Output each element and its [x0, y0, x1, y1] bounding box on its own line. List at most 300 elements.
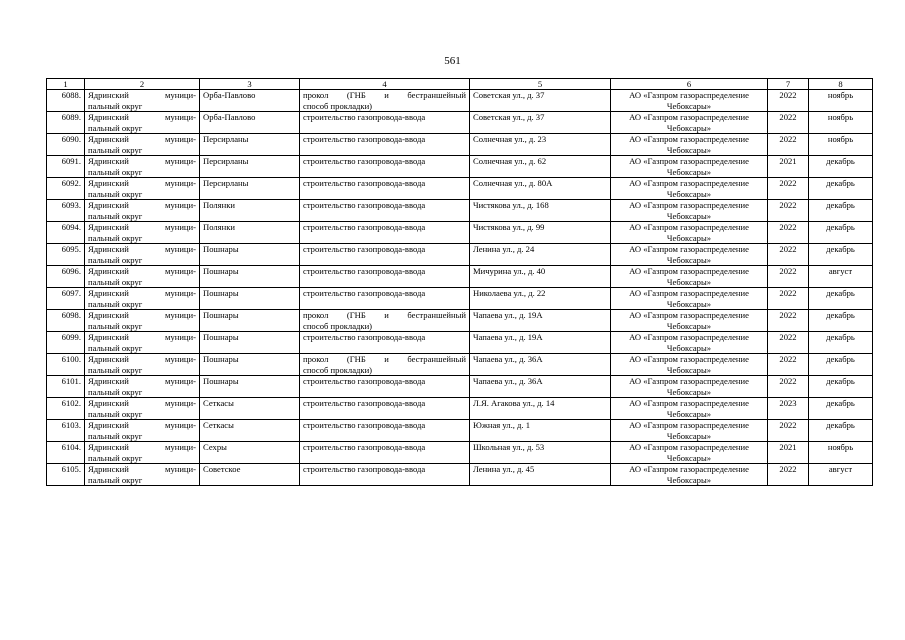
address-text: Чапаева ул., д. 19А	[473, 332, 543, 342]
work-word: строительство газопровода-ввода	[303, 442, 426, 452]
year-cell	[768, 156, 809, 178]
work-word: строительство газопровода-ввода	[303, 398, 426, 408]
address-cell	[470, 398, 611, 420]
address-cell	[470, 442, 611, 464]
district-word: Ядринский	[88, 288, 129, 298]
row-number-text: 6097.	[61, 288, 81, 298]
organization-line: Чебоксары»	[666, 232, 712, 243]
year-cell	[768, 398, 809, 420]
year-text: 2023	[779, 398, 797, 408]
year-text: 2022	[779, 464, 797, 474]
district-cell	[85, 354, 200, 376]
district-word: Ядринский	[88, 244, 129, 254]
work-word: (ГНБ	[346, 310, 366, 320]
month-cell	[809, 420, 873, 442]
address-text: Солнечная ул., д. 62	[473, 156, 547, 166]
address-cell	[470, 354, 611, 376]
work-type-cell	[300, 442, 470, 464]
table-row	[47, 398, 873, 420]
locality-text: Орба-Павлово	[203, 90, 256, 100]
district-word: пальный округ	[88, 320, 143, 331]
organization-line: Чебоксары»	[666, 166, 712, 177]
table-row	[47, 178, 873, 200]
row-number	[47, 332, 85, 354]
col-header-7: 7	[768, 79, 809, 90]
work-word: способ прокладки)	[303, 320, 373, 331]
district-word: муници-	[165, 266, 196, 276]
table-row	[47, 90, 873, 112]
district-word: пальный округ	[88, 100, 143, 111]
month-text: декабрь	[826, 310, 855, 320]
district-cell	[85, 288, 200, 310]
row-number-text: 6096.	[61, 266, 81, 276]
district-word: Ядринский	[88, 442, 129, 452]
work-word: строительство газопровода-ввода	[303, 288, 426, 298]
address-cell	[470, 200, 611, 222]
table-row	[47, 222, 873, 244]
locality-cell	[200, 266, 300, 288]
col-header-6: 6	[611, 79, 768, 90]
row-number-text: 6103.	[61, 420, 81, 430]
table-row	[47, 464, 873, 486]
organization-line: АО «Газпром газораспределение	[629, 200, 749, 210]
district-word: Ядринский	[88, 178, 129, 188]
table-row	[47, 156, 873, 178]
col-header-2: 2	[85, 79, 200, 90]
organization-line: АО «Газпром газораспределение	[629, 442, 749, 452]
locality-text: Персирланы	[203, 134, 249, 144]
table-row	[47, 244, 873, 266]
work-type-cell	[300, 354, 470, 376]
district-word: пальный округ	[88, 166, 143, 177]
year-text: 2022	[779, 90, 797, 100]
row-number	[47, 310, 85, 332]
district-word: пальный округ	[88, 474, 143, 485]
address-text: Ленина ул., д. 45	[473, 464, 535, 474]
col-header-4: 4	[300, 79, 470, 90]
year-cell	[768, 222, 809, 244]
locality-text: Пошнары	[203, 266, 239, 276]
month-text: декабрь	[826, 244, 855, 254]
organization-cell	[611, 200, 768, 222]
address-text: Ленина ул., д. 24	[473, 244, 535, 254]
organization-line: АО «Газпром газораспределение	[629, 134, 749, 144]
work-type-cell	[300, 112, 470, 134]
district-word: муници-	[165, 112, 196, 122]
district-word: Ядринский	[88, 156, 129, 166]
row-number	[47, 376, 85, 398]
table-row	[47, 288, 873, 310]
address-text: Солнечная ул., д. 23	[473, 134, 547, 144]
month-cell	[809, 244, 873, 266]
district-word: Ядринский	[88, 266, 129, 276]
row-number-text: 6093.	[61, 200, 81, 210]
month-cell	[809, 398, 873, 420]
district-cell	[85, 244, 200, 266]
work-type-cell	[300, 464, 470, 486]
district-word: пальный округ	[88, 452, 143, 463]
month-text: ноябрь	[827, 112, 854, 122]
month-text: декабрь	[826, 354, 855, 364]
table-row	[47, 442, 873, 464]
work-word: бестраншейный	[407, 354, 466, 364]
address-text: Чистякова ул., д. 99	[473, 222, 545, 232]
work-word: строительство газопровода-ввода	[303, 244, 426, 254]
work-word: строительство газопровода-ввода	[303, 266, 426, 276]
work-word: способ прокладки)	[303, 364, 373, 375]
organization-cell	[611, 310, 768, 332]
month-cell	[809, 178, 873, 200]
locality-cell	[200, 332, 300, 354]
address-text: Советская ул., д. 37	[473, 112, 545, 122]
col-header-3: 3	[200, 79, 300, 90]
district-word: Ядринский	[88, 354, 129, 364]
row-number	[47, 420, 85, 442]
table-row	[47, 420, 873, 442]
work-word: строительство газопровода-ввода	[303, 112, 426, 122]
district-word: муници-	[165, 244, 196, 254]
district-word: пальный округ	[88, 386, 143, 397]
locality-cell	[200, 200, 300, 222]
district-word: муници-	[165, 310, 196, 320]
organization-cell	[611, 178, 768, 200]
organization-line: АО «Газпром газораспределение	[629, 112, 749, 122]
organization-line: Чебоксары»	[666, 210, 712, 221]
district-cell	[85, 222, 200, 244]
year-text: 2022	[779, 200, 797, 210]
row-number-text: 6104.	[61, 442, 81, 452]
row-number-text: 6099.	[61, 332, 81, 342]
locality-cell	[200, 244, 300, 266]
year-cell	[768, 90, 809, 112]
locality-text: Советское	[203, 464, 241, 474]
year-cell	[768, 420, 809, 442]
district-word: муници-	[165, 354, 196, 364]
month-text: декабрь	[826, 376, 855, 386]
work-type-cell	[300, 310, 470, 332]
month-cell	[809, 266, 873, 288]
year-text: 2022	[779, 354, 797, 364]
organization-cell	[611, 244, 768, 266]
organization-line: АО «Газпром газораспределение	[629, 354, 749, 364]
address-cell	[470, 134, 611, 156]
district-word: муници-	[165, 332, 196, 342]
locality-cell	[200, 354, 300, 376]
work-word: и	[384, 310, 389, 320]
district-word: муници-	[165, 156, 196, 166]
work-word: (ГНБ	[346, 90, 366, 100]
row-number-text: 6094.	[61, 222, 81, 232]
district-cell	[85, 134, 200, 156]
address-cell	[470, 90, 611, 112]
locality-text: Полянки	[203, 222, 236, 232]
locality-cell	[200, 178, 300, 200]
row-number	[47, 266, 85, 288]
organization-line: АО «Газпром газораспределение	[629, 222, 749, 232]
address-text: Чапаева ул., д. 19А	[473, 310, 543, 320]
work-word: прокол	[303, 310, 329, 320]
work-type-cell	[300, 90, 470, 112]
table-row	[47, 200, 873, 222]
district-cell	[85, 200, 200, 222]
year-cell	[768, 200, 809, 222]
organization-line: АО «Газпром газораспределение	[629, 310, 749, 320]
locality-text: Пошнары	[203, 244, 239, 254]
row-number-text: 6090.	[61, 134, 81, 144]
organization-line: Чебоксары»	[666, 408, 712, 419]
row-number	[47, 178, 85, 200]
organization-line: Чебоксары»	[666, 254, 712, 265]
address-cell	[470, 178, 611, 200]
district-word: пальный округ	[88, 408, 143, 419]
organization-cell	[611, 112, 768, 134]
year-text: 2022	[779, 222, 797, 232]
row-number-text: 6092.	[61, 178, 81, 188]
year-text: 2022	[779, 288, 797, 298]
header-row	[47, 79, 873, 90]
district-word: пальный округ	[88, 298, 143, 309]
year-text: 2022	[779, 376, 797, 386]
district-word: муници-	[165, 420, 196, 430]
organization-line: Чебоксары»	[666, 386, 712, 397]
address-text: Чистякова ул., д. 168	[473, 200, 549, 210]
month-cell	[809, 90, 873, 112]
district-word: Ядринский	[88, 90, 129, 100]
organization-line: АО «Газпром газораспределение	[629, 156, 749, 166]
address-cell	[470, 310, 611, 332]
work-word: строительство газопровода-ввода	[303, 376, 426, 386]
table-body	[47, 90, 873, 486]
organization-cell	[611, 464, 768, 486]
month-text: ноябрь	[827, 90, 854, 100]
work-word: строительство газопровода-ввода	[303, 178, 426, 188]
page-number: 561	[444, 55, 461, 67]
month-cell	[809, 288, 873, 310]
address-text: Школьная ул., д. 53	[473, 442, 545, 452]
organization-cell	[611, 332, 768, 354]
year-cell	[768, 244, 809, 266]
work-type-cell	[300, 244, 470, 266]
address-text: Южная ул., д. 1	[473, 420, 531, 430]
district-cell	[85, 112, 200, 134]
row-number-text: 6089.	[61, 112, 81, 122]
row-number	[47, 244, 85, 266]
year-text: 2022	[779, 134, 797, 144]
registry-table	[46, 78, 873, 486]
locality-cell	[200, 398, 300, 420]
address-cell	[470, 222, 611, 244]
district-word: муници-	[165, 398, 196, 408]
month-cell	[809, 112, 873, 134]
organization-line: Чебоксары»	[666, 122, 712, 133]
organization-cell	[611, 156, 768, 178]
month-cell	[809, 332, 873, 354]
month-text: ноябрь	[827, 134, 854, 144]
district-word: пальный округ	[88, 342, 143, 353]
organization-cell	[611, 134, 768, 156]
district-word: муници-	[165, 376, 196, 386]
month-text: ноябрь	[827, 442, 854, 452]
work-word: строительство газопровода-ввода	[303, 222, 426, 232]
year-text: 2022	[779, 266, 797, 276]
row-number	[47, 112, 85, 134]
organization-line: Чебоксары»	[666, 320, 712, 331]
district-word: пальный округ	[88, 254, 143, 265]
district-word: пальный округ	[88, 430, 143, 441]
locality-cell	[200, 90, 300, 112]
district-word: муници-	[165, 464, 196, 474]
address-cell	[470, 332, 611, 354]
month-text: август	[828, 266, 853, 276]
organization-line: Чебоксары»	[666, 100, 712, 111]
month-cell	[809, 156, 873, 178]
organization-cell	[611, 442, 768, 464]
work-type-cell	[300, 222, 470, 244]
locality-text: Полянки	[203, 200, 236, 210]
district-cell	[85, 178, 200, 200]
address-text: Советская ул., д. 37	[473, 90, 545, 100]
month-text: декабрь	[826, 420, 855, 430]
organization-line: АО «Газпром газораспределение	[629, 288, 749, 298]
organization-cell	[611, 288, 768, 310]
district-word: Ядринский	[88, 464, 129, 474]
work-word: (ГНБ	[346, 354, 366, 364]
work-word: бестраншейный	[407, 310, 466, 320]
work-word: строительство газопровода-ввода	[303, 134, 426, 144]
table-row	[47, 354, 873, 376]
address-text: Чапаева ул., д. 36А	[473, 354, 543, 364]
district-word: муници-	[165, 178, 196, 188]
locality-cell	[200, 442, 300, 464]
work-type-cell	[300, 178, 470, 200]
work-word: и	[384, 90, 389, 100]
month-text: декабрь	[826, 398, 855, 408]
row-number	[47, 222, 85, 244]
year-cell	[768, 266, 809, 288]
table-row	[47, 310, 873, 332]
row-number	[47, 398, 85, 420]
district-word: Ядринский	[88, 112, 129, 122]
month-text: декабрь	[826, 156, 855, 166]
district-word: Ядринский	[88, 222, 129, 232]
work-type-cell	[300, 376, 470, 398]
district-word: Ядринский	[88, 420, 129, 430]
work-type-cell	[300, 332, 470, 354]
district-word: пальный округ	[88, 144, 143, 155]
locality-text: Персирланы	[203, 156, 249, 166]
work-type-cell	[300, 266, 470, 288]
work-type-cell	[300, 398, 470, 420]
locality-text: Персирланы	[203, 178, 249, 188]
row-number-text: 6098.	[61, 310, 81, 320]
address-cell	[470, 266, 611, 288]
work-word: прокол	[303, 354, 329, 364]
organization-cell	[611, 354, 768, 376]
address-text: Мичурина ул., д. 40	[473, 266, 546, 276]
work-type-cell	[300, 134, 470, 156]
district-cell	[85, 266, 200, 288]
organization-cell	[611, 420, 768, 442]
organization-line: АО «Газпром газораспределение	[629, 244, 749, 254]
col-header-1: 1	[47, 79, 85, 90]
year-text: 2021	[779, 156, 797, 166]
district-word: пальный округ	[88, 232, 143, 243]
organization-line: Чебоксары»	[666, 430, 712, 441]
year-text: 2022	[779, 332, 797, 342]
district-cell	[85, 398, 200, 420]
row-number	[47, 354, 85, 376]
organization-cell	[611, 376, 768, 398]
organization-line: АО «Газпром газораспределение	[629, 178, 749, 188]
locality-text: Сеткасы	[203, 420, 234, 430]
district-word: пальный округ	[88, 122, 143, 133]
address-text: Солнечная ул., д. 80А	[473, 178, 553, 188]
locality-text: Пошнары	[203, 288, 239, 298]
work-type-cell	[300, 200, 470, 222]
year-cell	[768, 288, 809, 310]
locality-cell	[200, 222, 300, 244]
locality-cell	[200, 112, 300, 134]
organization-cell	[611, 90, 768, 112]
district-word: Ядринский	[88, 376, 129, 386]
work-type-cell	[300, 156, 470, 178]
district-cell	[85, 464, 200, 486]
year-cell	[768, 310, 809, 332]
month-text: декабрь	[826, 288, 855, 298]
organization-line: Чебоксары»	[666, 298, 712, 309]
row-number-text: 6091.	[61, 156, 81, 166]
address-cell	[470, 156, 611, 178]
month-text: декабрь	[826, 332, 855, 342]
locality-cell	[200, 420, 300, 442]
locality-cell	[200, 134, 300, 156]
month-text: декабрь	[826, 222, 855, 232]
locality-cell	[200, 310, 300, 332]
district-cell	[85, 310, 200, 332]
address-cell	[470, 464, 611, 486]
year-cell	[768, 134, 809, 156]
year-cell	[768, 112, 809, 134]
organization-line: Чебоксары»	[666, 364, 712, 375]
address-text: Николаева ул., д. 22	[473, 288, 546, 298]
district-cell	[85, 376, 200, 398]
work-word: прокол	[303, 90, 329, 100]
district-word: муници-	[165, 200, 196, 210]
locality-text: Орба-Павлово	[203, 112, 256, 122]
district-cell	[85, 90, 200, 112]
month-text: декабрь	[826, 200, 855, 210]
organization-cell	[611, 398, 768, 420]
district-cell	[85, 332, 200, 354]
year-text: 2022	[779, 244, 797, 254]
work-word: строительство газопровода-ввода	[303, 200, 426, 210]
district-word: пальный округ	[88, 276, 143, 287]
table-row	[47, 266, 873, 288]
month-text: август	[828, 464, 853, 474]
organization-line: АО «Газпром газораспределение	[629, 266, 749, 276]
col-header-8: 8	[809, 79, 873, 90]
district-word: Ядринский	[88, 332, 129, 342]
month-text: декабрь	[826, 178, 855, 188]
address-text: Л.Я. Агакова ул., д. 14	[473, 398, 555, 408]
district-word: Ядринский	[88, 310, 129, 320]
row-number	[47, 90, 85, 112]
locality-text: Пошнары	[203, 376, 239, 386]
year-text: 2022	[779, 178, 797, 188]
address-cell	[470, 288, 611, 310]
district-cell	[85, 442, 200, 464]
year-cell	[768, 376, 809, 398]
